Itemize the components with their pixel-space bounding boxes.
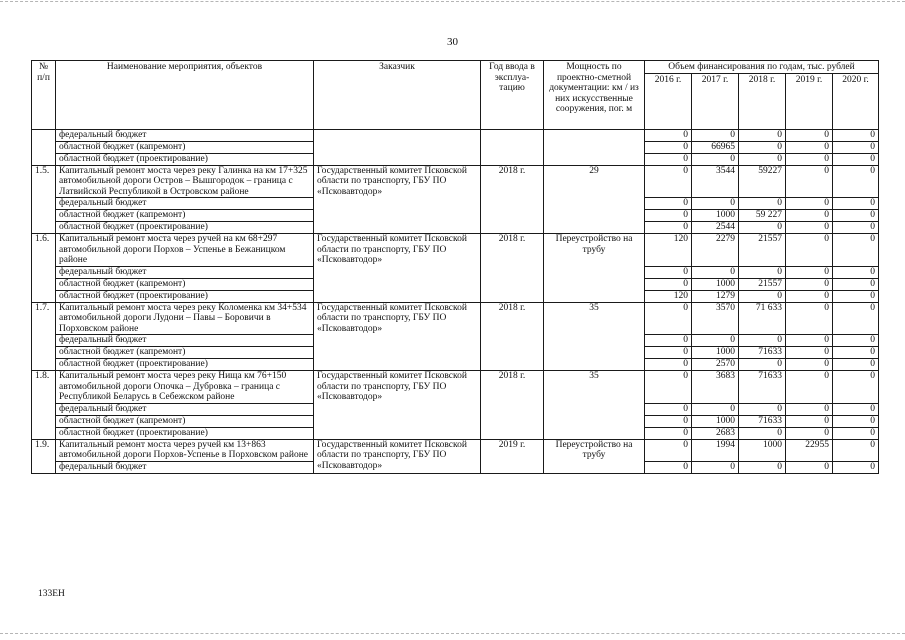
value-cell: 0 [739, 427, 786, 439]
value-cell: 66965 [692, 141, 739, 153]
value-cell: 2279 [692, 234, 739, 267]
value-cell: 0 [739, 461, 786, 473]
value-cell: 0 [692, 129, 739, 141]
value-cell: 59 227 [739, 210, 786, 222]
year-cell [481, 129, 544, 165]
value-cell: 0 [833, 234, 879, 267]
budget-label: областной бюджет (проектирование) [56, 427, 314, 439]
budget-label: областной бюджет (капремонт) [56, 141, 314, 153]
value-cell: 0 [645, 371, 692, 404]
no-cell: 1.5. [32, 165, 56, 234]
value-cell: 0 [692, 461, 739, 473]
value-cell: 0 [645, 222, 692, 234]
year-cell: 2018 г. [481, 302, 544, 371]
year-cell: 2018 г. [481, 371, 544, 440]
value-cell: 0 [786, 347, 833, 359]
budget-label: областной бюджет (капремонт) [56, 278, 314, 290]
value-cell: 0 [739, 290, 786, 302]
value-cell: 0 [739, 141, 786, 153]
budget-label: федеральный бюджет [56, 335, 314, 347]
value-cell: 0 [692, 403, 739, 415]
value-cell: 0 [786, 359, 833, 371]
table-row [32, 165, 879, 198]
value-cell: 0 [739, 335, 786, 347]
value-cell: 0 [645, 415, 692, 427]
capacity-cell: Переустройство на трубу [544, 234, 645, 303]
value-cell: 22955 [786, 439, 833, 461]
budget-label: федеральный бюджет [56, 129, 314, 141]
value-cell: 71633 [739, 371, 786, 404]
capacity-cell [544, 129, 645, 165]
scan-top-edge [0, 1, 905, 2]
value-cell: 2570 [692, 359, 739, 371]
table-row [32, 234, 879, 267]
value-cell: 0 [833, 415, 879, 427]
value-cell: 0 [786, 290, 833, 302]
header-year-2016: 2016 г. [645, 73, 692, 129]
value-cell: 21557 [739, 278, 786, 290]
capacity-cell: 35 [544, 302, 645, 371]
value-cell: 0 [786, 427, 833, 439]
value-cell: 0 [645, 153, 692, 165]
value-cell: 0 [833, 403, 879, 415]
value-cell: 71633 [739, 415, 786, 427]
value-cell: 0 [833, 266, 879, 278]
value-cell: 0 [833, 427, 879, 439]
value-cell: 0 [786, 141, 833, 153]
value-cell: 59227 [739, 165, 786, 198]
value-cell: 0 [645, 266, 692, 278]
value-cell: 0 [833, 129, 879, 141]
value-cell: 1279 [692, 290, 739, 302]
value-cell: 0 [645, 210, 692, 222]
value-cell: 0 [833, 371, 879, 404]
scan-bottom-edge [0, 633, 905, 634]
value-cell: 0 [786, 461, 833, 473]
year-cell: 2019 г. [481, 439, 544, 473]
customer-cell: Государственный комитет Псковской области по транспорту, ГБУ ПО «Псковавтодор» [314, 165, 481, 234]
value-cell: 0 [833, 141, 879, 153]
object-name: Капитальный ремонт моста через реку Коломенка км 34+534 автомобильной дороги Лудони – Павы – Боровичи в Порховском районе [56, 302, 314, 335]
value-cell: 71 633 [739, 302, 786, 335]
value-cell: 0 [645, 141, 692, 153]
value-cell: 1000 [692, 347, 739, 359]
value-cell: 0 [786, 165, 833, 198]
value-cell: 0 [645, 461, 692, 473]
value-cell: 0 [786, 302, 833, 335]
value-cell: 0 [692, 335, 739, 347]
value-cell: 71633 [739, 347, 786, 359]
capacity-cell: Переустройство на трубу [544, 439, 645, 473]
value-cell: 3683 [692, 371, 739, 404]
page-number: 30 [447, 36, 458, 48]
budget-label: федеральный бюджет [56, 461, 314, 473]
value-cell: 0 [739, 359, 786, 371]
no-cell: 1.6. [32, 234, 56, 303]
budget-label: областной бюджет (проектирование) [56, 222, 314, 234]
value-cell: 0 [645, 335, 692, 347]
budget-label: областной бюджет (капремонт) [56, 347, 314, 359]
value-cell: 0 [739, 129, 786, 141]
value-cell: 0 [645, 278, 692, 290]
value-cell: 0 [692, 266, 739, 278]
value-cell: 0 [786, 403, 833, 415]
header-year-2019: 2019 г. [786, 73, 833, 129]
no-cell: 1.9. [32, 439, 56, 473]
header-name: Наименование мероприятия, объектов [56, 61, 314, 130]
value-cell: 0 [833, 439, 879, 461]
header-capacity: Мощность по проектно-сметной документации: км / из них искусственные сооружения, пог. м [544, 61, 645, 130]
no-cell [32, 129, 56, 165]
funding-table [31, 60, 879, 474]
value-cell: 0 [645, 347, 692, 359]
value-cell: 0 [833, 461, 879, 473]
value-cell: 1000 [692, 415, 739, 427]
value-cell: 0 [833, 347, 879, 359]
header-year-2017: 2017 г. [692, 73, 739, 129]
value-cell: 0 [739, 266, 786, 278]
object-name: Капитальный ремонт моста через реку Нища км 76+150 автомобильной дороги Опочка – Дубровка – граница с Республикой Беларусь в Себежском районе [56, 371, 314, 404]
value-cell: 0 [645, 403, 692, 415]
value-cell: 1994 [692, 439, 739, 461]
value-cell: 0 [739, 222, 786, 234]
value-cell: 0 [833, 210, 879, 222]
value-cell: 0 [833, 165, 879, 198]
document-code: 133ЕН [38, 589, 65, 599]
value-cell: 0 [833, 302, 879, 335]
value-cell: 1000 [692, 210, 739, 222]
value-cell: 0 [786, 278, 833, 290]
no-cell: 1.7. [32, 302, 56, 371]
value-cell: 2683 [692, 427, 739, 439]
table-row [32, 439, 879, 461]
value-cell: 3570 [692, 302, 739, 335]
table-row [32, 302, 879, 335]
value-cell: 3544 [692, 165, 739, 198]
value-cell: 0 [833, 198, 879, 210]
value-cell: 0 [645, 427, 692, 439]
year-cell: 2018 г. [481, 165, 544, 234]
value-cell: 0 [645, 359, 692, 371]
capacity-cell: 29 [544, 165, 645, 234]
value-cell: 0 [786, 210, 833, 222]
value-cell: 2544 [692, 222, 739, 234]
customer-cell: Государственный комитет Псковской области по транспорту, ГБУ ПО «Псковавтодор» [314, 234, 481, 303]
value-cell: 0 [786, 129, 833, 141]
value-cell: 0 [786, 266, 833, 278]
value-cell: 1000 [692, 278, 739, 290]
value-cell: 0 [833, 359, 879, 371]
value-cell: 0 [833, 153, 879, 165]
value-cell: 0 [786, 335, 833, 347]
value-cell: 21557 [739, 234, 786, 267]
header-customer: Заказчик [314, 61, 481, 130]
value-cell: 1000 [739, 439, 786, 461]
table-row [32, 129, 879, 141]
budget-label: областной бюджет (проектирование) [56, 359, 314, 371]
header-year-2020: 2020 г. [833, 73, 879, 129]
customer-cell: Государственный комитет Псковской области по транспорту, ГБУ ПО «Псковавтодор» [314, 439, 481, 473]
budget-label: областной бюджет (проектирование) [56, 290, 314, 302]
value-cell: 0 [645, 198, 692, 210]
object-name: Капитальный ремонт моста через ручей км 13+863 автомобильной дороги Порхов-Успенье в Порховском районе [56, 439, 314, 461]
value-cell: 0 [645, 439, 692, 461]
object-name: Капитальный ремонт моста через ручей на км 68+297 автомобильной дороги Порхов – Успенье в Бежаницком районе [56, 234, 314, 267]
value-cell: 0 [786, 234, 833, 267]
budget-label: федеральный бюджет [56, 266, 314, 278]
budget-label: федеральный бюджет [56, 403, 314, 415]
budget-label: областной бюджет (капремонт) [56, 210, 314, 222]
value-cell: 0 [645, 165, 692, 198]
capacity-cell: 35 [544, 371, 645, 440]
customer-cell [314, 129, 481, 165]
value-cell: 0 [833, 335, 879, 347]
table-row [32, 371, 879, 404]
value-cell: 0 [739, 153, 786, 165]
budget-label: областной бюджет (капремонт) [56, 415, 314, 427]
year-cell: 2018 г. [481, 234, 544, 303]
header-year: Год ввода в эксплуа-тацию [481, 61, 544, 130]
header-no: № п/п [32, 61, 56, 130]
budget-label: федеральный бюджет [56, 198, 314, 210]
value-cell: 0 [786, 198, 833, 210]
header-funding: Объем финансирования по годам, тыс. рублей [645, 61, 879, 74]
budget-label: областной бюджет (проектирование) [56, 153, 314, 165]
value-cell: 0 [786, 371, 833, 404]
table-body [32, 129, 879, 473]
value-cell: 0 [739, 198, 786, 210]
header-year-2018: 2018 г. [739, 73, 786, 129]
value-cell: 0 [833, 222, 879, 234]
customer-cell: Государственный комитет Псковской области по транспорту, ГБУ ПО «Псковавтодор» [314, 302, 481, 371]
value-cell: 0 [645, 302, 692, 335]
value-cell: 0 [692, 153, 739, 165]
value-cell: 0 [645, 129, 692, 141]
object-name: Капитальный ремонт моста через реку Галинка на км 17+325 автомобильной дороги Остров – Вышгородок – граница с Латвийской Республикой в Островском районе [56, 165, 314, 198]
value-cell: 0 [739, 403, 786, 415]
value-cell: 0 [786, 153, 833, 165]
value-cell: 120 [645, 290, 692, 302]
value-cell: 0 [786, 415, 833, 427]
value-cell: 120 [645, 234, 692, 267]
customer-cell: Государственный комитет Псковской области по транспорту, ГБУ ПО «Псковавтодор» [314, 371, 481, 440]
value-cell: 0 [692, 198, 739, 210]
no-cell: 1.8. [32, 371, 56, 440]
value-cell: 0 [833, 278, 879, 290]
value-cell: 0 [833, 290, 879, 302]
value-cell: 0 [786, 222, 833, 234]
